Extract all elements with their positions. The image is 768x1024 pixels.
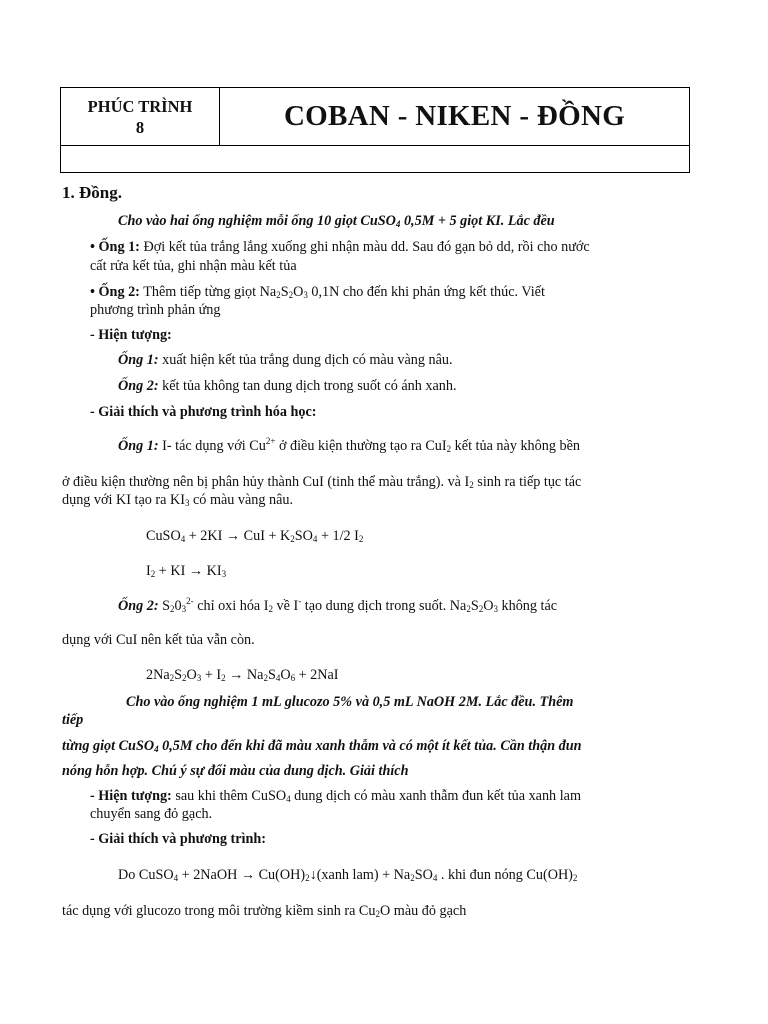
equation-3: $2Na_2S_2O_3 + I_2 \to Na_2S_4O_6 + 2NaI$ bbox=[146, 667, 339, 683]
explanation-tube2: Ống 2: $S_20_3^{2-}$ chỉ oxi hóa $I_2$ về I- tạo dung dịch trong suốt. $Na_2S_2O_3$ không tác bbox=[118, 596, 558, 614]
tube2-instruction-cont: phương trình phản ứng bbox=[90, 302, 221, 318]
explanation-tube1: Ống 1: I- tác dụng với $Cu^{2+}$ ở điều kiện thường tạo ra CuI$_2$ kết tủa này không bền bbox=[118, 436, 580, 454]
report-label: PHÚC TRÌNH bbox=[87, 96, 193, 116]
equation-1: CuSO$_4$ + 2KI → CuI + $K_2SO_4 + 1/2$ $I_2$ bbox=[146, 528, 364, 544]
phenomenon-heading: - Hiện tượng: bbox=[90, 327, 172, 343]
section-heading-copper: 1. Đồng. bbox=[62, 183, 122, 202]
equation-2: $I_2$ + KI → $KI_3$ bbox=[146, 563, 227, 579]
experiment2-instruction-cont: tiếp bbox=[62, 712, 84, 728]
tube1-instruction: • Ống 1: Đợi kết tủa trắng lắng xuống ghi nhận màu dd. Sau đó gạn bỏ dd, rồi cho nước bbox=[90, 239, 590, 255]
observation-tube2: Ống 2: kết tủa không tan dung dịch trong suốt có ánh xanh. bbox=[118, 378, 457, 394]
report-number: 8 bbox=[135, 117, 145, 137]
explanation-2-heading: - Giải thích và phương trình: bbox=[90, 831, 267, 847]
experiment2-instruction-cont2: từng giọt CuSO$_4$ 0,5M cho đến khi đã màu xanh thẫm và có một ít kết tủa. Cần thận đun bbox=[62, 738, 582, 754]
observation-tube1: Ống 1: xuất hiện kết tủa trắng dung dịch có màu vàng nâu. bbox=[118, 352, 453, 368]
explanation-tube1-cont2: dụng với KI tạo ra $KI_3$ có màu vàng nâu. bbox=[62, 492, 294, 508]
phenomenon-2: - Hiện tượng: sau khi thêm CuSO$_4$ dung dịch có màu xanh thẫm đun kết tủa xanh lam bbox=[90, 788, 581, 804]
explanation-heading: - Giải thích và phương trình hóa học: bbox=[90, 404, 317, 420]
equation-4: Do CuSO$_4$ + 2NaOH → $Cu(OH)_2↓(xanh$ $lam) + Na_2SO_4$ . khi đun nóng $Cu(OH)_2$ bbox=[118, 867, 578, 883]
tube1-instruction-cont: cất rửa kết tủa, ghi nhận màu kết tủa bbox=[90, 258, 297, 274]
title-cell bbox=[220, 88, 689, 146]
phenomenon-2-cont: chuyển sang đỏ gạch. bbox=[90, 806, 213, 822]
explanation-tube1-cont: ở điều kiện thường nên bị phân hủy thành CuI (tinh thể màu trắng). và $I_2$ sinh ra tiếp tục tác bbox=[62, 474, 582, 490]
experiment2-instruction-cont3: nóng hỗn hợp. Chú ý sự đổi màu của dung dịch. Giải thích bbox=[62, 763, 409, 779]
final-explanation: tác dụng với glucozo trong môi trường kiềm sinh ra $Cu_2O$ màu đỏ gạch bbox=[62, 903, 467, 919]
experiment1-instruction: Cho vào hai ống nghiệm mỗi ống 10 giọt CuSO$_4$ 0,5M + 5 giọt KI. Lắc đều bbox=[118, 213, 555, 229]
page-title: COBAN - NIKEN - ĐỒNG bbox=[283, 100, 626, 132]
header-table bbox=[60, 87, 690, 173]
report-label-cell bbox=[61, 88, 220, 146]
explanation-tube2-cont: dụng với CuI nên kết tủa vẫn còn. bbox=[62, 632, 255, 648]
tube2-instruction: • Ống 2: Thêm tiếp từng giọt $Na_2S_2O_3$ 0,1N cho đến khi phản ứng kết thúc. Viết bbox=[90, 284, 545, 300]
experiment2-instruction: Cho vào ống nghiệm 1 mL glucozo 5% và 0,5 mL NaOH 2M. Lắc đều. Thêm bbox=[126, 694, 574, 710]
